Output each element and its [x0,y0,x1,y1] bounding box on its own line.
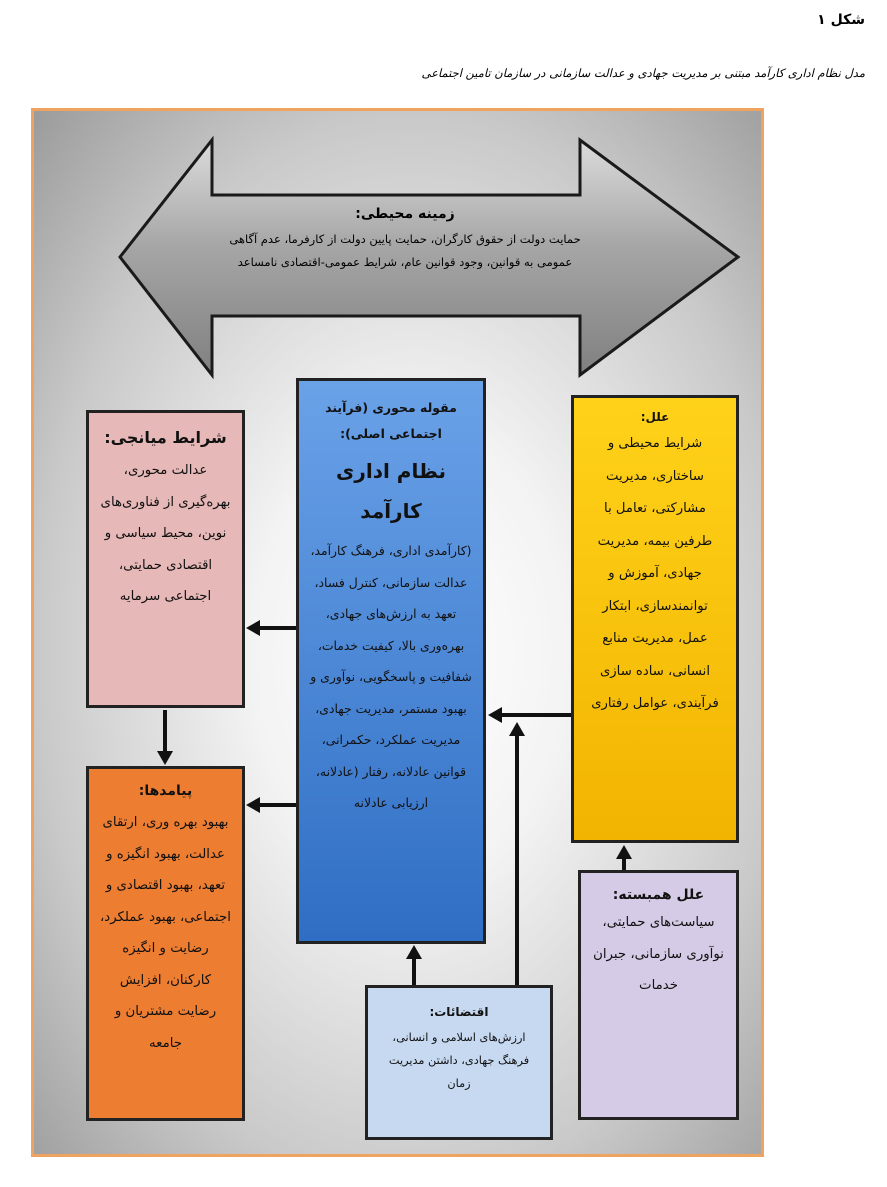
outcomes-body: بهبود بهره وری، ارتقای عدالت، بهبود انگیزه و تعهد، بهبود اقتصادی و اجتماعی، بهبود عملکرد، رضایت و انگیزه کارکنان، افزایش رضایت مشتریان و جامعه [100,815,231,1051]
intervening-conditions-title: شرایط میانجی: [104,428,227,447]
intervening-conditions-body: عدالت محوری، بهره‌گیری از فناوری‌های نوین، محیط سیاسی و اقتصادی حمایتی، اجتماعی سرمایه [100,463,231,604]
associated-causes-box [578,870,739,1120]
arrowhead-core-to-intervening [246,620,260,636]
figure-caption: مدل نظام اداری کارآمد مبتنی بر مدیریت جهادی و عدالت سازمانی در سازمان تامین اجتماعی [421,66,865,80]
arrowhead-requirements-to-connector [509,722,525,736]
figure-label: شکل ۱ [817,12,865,28]
environmental-context [190,206,620,274]
requirements-title: اقتضائات: [429,1005,489,1019]
arrowhead-associated-to-causes [616,845,632,859]
arrowhead-intervening-to-outcomes [157,751,173,765]
environmental-context-line-2: عمومی به قوانین، وجود قوانین عام، شرایط عمومی-اقتصادی نامساعد [237,255,573,269]
outcomes-box [86,766,245,1121]
core-category-title: مقوله محوری (فرآیند اجتماعی اصلی): [325,400,457,441]
environmental-context-title: زمینه محیطی: [355,206,455,222]
associated-causes-body: سیاست‌های حمایتی، نوآوری سازمانی، جبران خدمات [593,915,724,993]
core-category-box [296,378,486,944]
causes-title: علل: [640,410,670,424]
requirements-box [365,985,553,1140]
requirements-body: ارزش‌های اسلامی و انسانی، فرهنگ جهادی، داشتن مدیریت زمان [388,1031,530,1090]
environmental-context-line-1: حمایت دولت از حقوق کارگران، حمایت پایین دولت از کارفرما، عدم آگاهی [229,232,581,246]
core-category-main: نظام اداری کارآمد [336,459,446,523]
arrowhead-requirements-to-core [406,945,422,959]
arrowhead-core-to-outcomes [246,797,260,813]
causes-box [571,395,739,843]
outcomes-title: پیامدها: [138,783,193,799]
associated-causes-title: علل همبسته: [612,887,705,903]
arrowhead-causes-to-core [488,707,502,723]
intervening-conditions-box [86,410,245,708]
core-category-body: (کارآمدی اداری، فرهنگ کارآمد، عدالت سازمانی، کنترل فساد، تعهد به ارزش‌های جهادی، بهره‌وری بالا، کیفیت خدمات، شفافیت و پاسخگویی، نوآوری و بهبود مستمر، مدیریت جهادی، مدیریت عملکرد، حکمرانی، قوانین عادلانه، رفتار (عادلانه، ارزیابی عادلانه [310,543,472,810]
environmental-context-body [190,228,620,274]
causes-body: شرایط محیطی و ساختاری، مدیریت مشارکتی، تعامل با طرفین بیمه، مدیریت جهادی، آموزش و توانمندسازی، ابتکار عمل، مدیریت منابع انسانی، ساده سازی فرآیندی، عوامل رفتاری [591,436,719,711]
